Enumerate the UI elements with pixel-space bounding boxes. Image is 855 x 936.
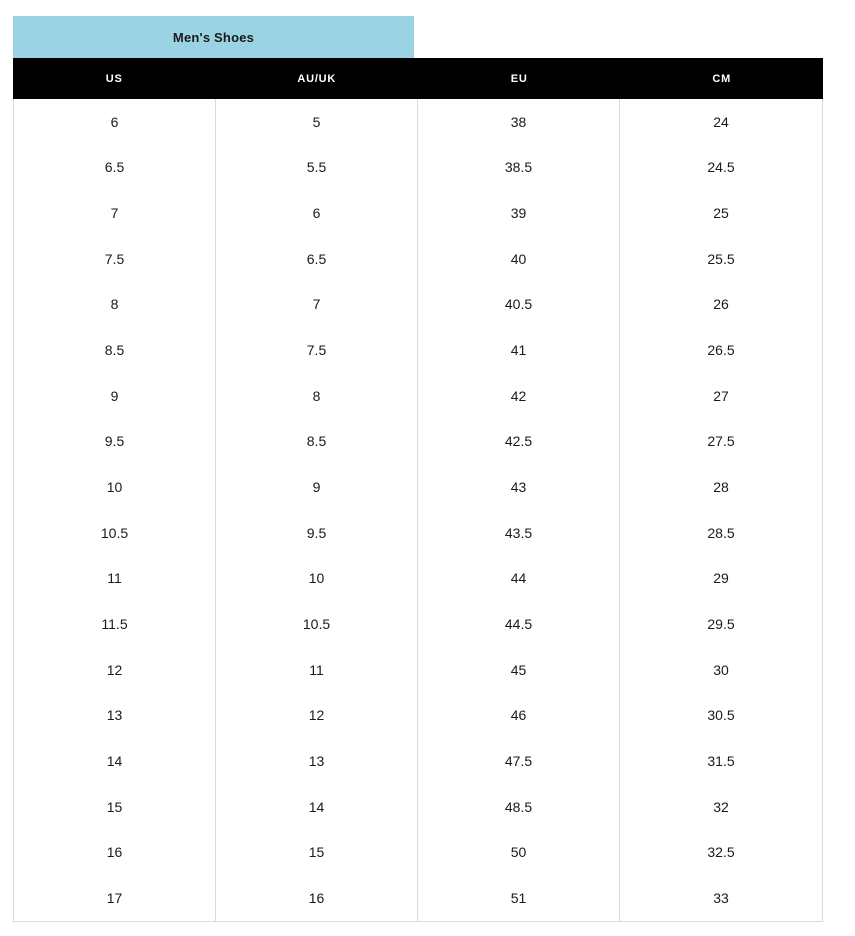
table-cell: 31.5 xyxy=(707,753,735,770)
table-cell: 28.5 xyxy=(707,524,735,541)
table-cell: 7 xyxy=(216,282,418,328)
table-cell: 43 xyxy=(418,464,620,510)
table-cell: 11 xyxy=(216,647,418,693)
table-cell: 17 xyxy=(14,875,216,921)
table-cell: 38.5 xyxy=(418,145,620,191)
table-cell: 6.5 xyxy=(14,145,216,191)
table-cell: 46 xyxy=(418,693,620,739)
table-cell: 7.5 xyxy=(216,327,418,373)
table-cell: 8.5 xyxy=(14,327,216,373)
table-cell: 10.5 xyxy=(14,510,216,556)
size-chart xyxy=(13,16,823,922)
table-cell: 7 xyxy=(14,190,216,236)
table-cell: 10 xyxy=(14,464,216,510)
table-cell: 30.5 xyxy=(707,707,735,724)
table-cell: 7.5 xyxy=(14,236,216,282)
table-cell: 8 xyxy=(216,373,418,419)
table-cell: 27 xyxy=(713,387,729,404)
table-cell: 9.5 xyxy=(14,419,216,465)
table-cell: 24.5 xyxy=(707,159,735,176)
table-cell: 10 xyxy=(216,556,418,602)
table-header-row xyxy=(13,58,823,99)
table-cell: 13 xyxy=(14,693,216,739)
table-cell: 26 xyxy=(713,296,729,313)
table-cell: 25.5 xyxy=(707,250,735,267)
table-cell: 15 xyxy=(14,784,216,830)
table-cell: 6 xyxy=(14,99,216,145)
column-header-eu: EU xyxy=(510,72,528,85)
table-cell: 6 xyxy=(216,190,418,236)
table-cell: 8 xyxy=(14,282,216,328)
table-cell: 47.5 xyxy=(418,738,620,784)
table-cell: 42.5 xyxy=(418,419,620,465)
column-header-au-uk: AU/UK xyxy=(297,72,337,85)
table-cell: 29 xyxy=(713,570,729,587)
table-cell: 14 xyxy=(14,738,216,784)
table-cell: 38 xyxy=(418,99,620,145)
table-cell: 14 xyxy=(216,784,418,830)
table-cell: 41 xyxy=(418,327,620,373)
table-cell: 28 xyxy=(713,479,729,496)
table-cell: 40 xyxy=(418,236,620,282)
column-header-us: US xyxy=(105,72,123,85)
table-cell: 10.5 xyxy=(216,601,418,647)
table-cell: 9 xyxy=(14,373,216,419)
table-cell: 33 xyxy=(713,889,729,906)
table-body xyxy=(13,99,823,922)
table-cell: 5 xyxy=(216,99,418,145)
table-cell: 5.5 xyxy=(216,145,418,191)
table-cell: 12 xyxy=(14,647,216,693)
table-cell: 51 xyxy=(418,875,620,921)
table-cell: 48.5 xyxy=(418,784,620,830)
table-cell: 13 xyxy=(216,738,418,784)
table-cell: 9.5 xyxy=(216,510,418,556)
tab-mens-shoes[interactable] xyxy=(13,16,414,58)
table-cell: 11 xyxy=(14,556,216,602)
table-cell: 40.5 xyxy=(418,282,620,328)
table-cell: 16 xyxy=(14,830,216,876)
table-cell: 12 xyxy=(216,693,418,739)
table-cell: 6.5 xyxy=(216,236,418,282)
table-cell: 16 xyxy=(216,875,418,921)
table-cell: 32 xyxy=(713,798,729,815)
table-cell: 44.5 xyxy=(418,601,620,647)
table-cell: 50 xyxy=(418,830,620,876)
table-cell: 29.5 xyxy=(707,616,735,633)
table-cell: 43.5 xyxy=(418,510,620,556)
table-cell: 15 xyxy=(216,830,418,876)
column-header-cm: CM xyxy=(712,72,732,85)
table-cell: 24 xyxy=(713,113,729,130)
tab-mens-shoes-label: Men's Shoes xyxy=(172,29,255,45)
table-cell: 30 xyxy=(713,661,729,678)
table-cell: 9 xyxy=(216,464,418,510)
table-cell: 32.5 xyxy=(707,844,735,861)
table-cell: 44 xyxy=(418,556,620,602)
table-cell: 26.5 xyxy=(707,342,735,359)
table-cell: 39 xyxy=(418,190,620,236)
table-cell: 25 xyxy=(713,205,729,222)
table-cell: 27.5 xyxy=(707,433,735,450)
table-cell: 8.5 xyxy=(216,419,418,465)
table-cell: 45 xyxy=(418,647,620,693)
table-cell: 11.5 xyxy=(14,601,216,647)
table-cell: 42 xyxy=(418,373,620,419)
